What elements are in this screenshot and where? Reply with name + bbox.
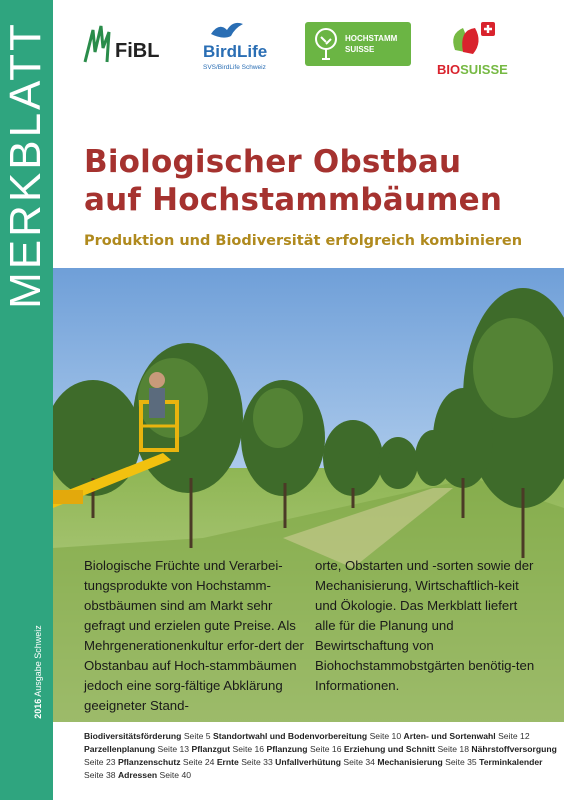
title-line-1: Biologischer Obstbau <box>84 144 462 180</box>
toc-item[interactable]: Pflanzgut Seite 16 <box>191 744 265 754</box>
toc-item[interactable]: Adressen Seite 40 <box>117 770 192 780</box>
fibl-logo <box>83 22 163 70</box>
page-subtitle: Produktion und Biodiversität erfolgreich kombinieren <box>84 233 523 249</box>
edition-year: 2016 <box>33 698 43 719</box>
toc-item[interactable]: Ernte Seite 33 <box>216 757 273 767</box>
hochstamm-line2: SUISSE <box>345 45 375 54</box>
hochstamm-wordmark <box>345 33 397 55</box>
toc-item[interactable]: Parzellenplanung Seite 13 <box>84 744 190 754</box>
intro-column-2: orte, Obstarten und -sorten sowie der Mechanisierung, Wirtschaftlich-keit und Ökologie. Das Merkblatt liefert alle für die Planung und Bewirtschaftung von Biohochstammobstgärten benötig-ten Informationen. <box>315 558 535 693</box>
bird-icon <box>209 20 245 42</box>
biosuisse-bio: BIO <box>437 62 461 77</box>
biosuisse-logo <box>437 20 517 78</box>
toc-item[interactable]: Erziehung und Schnitt Seite 18 <box>343 744 469 754</box>
birdlife-subtitle: SVS/BirdLife Schweiz <box>203 64 266 71</box>
birdlife-wordmark: BirdLife <box>203 42 268 61</box>
title-line-2: auf Hochstammbäumen <box>84 182 503 218</box>
toc-item[interactable]: Standortwahl und Bodenvorbereitung Seite 10 <box>212 731 402 741</box>
birdlife-logo <box>203 18 283 78</box>
biosuisse-suisse: SUISSE <box>460 62 508 77</box>
merkblatt-label: MERKBLATT <box>1 21 50 309</box>
edition-label <box>33 625 43 719</box>
intro-column-1: Biologische Früchte und Verarbei-tungsprodukte von Hochstamm-obstbäumen sind am Markt sehr gefragt und erzielen gute Preise. Als Mehrgenerationenkultur erfor-dert der Obstanbau auf Hoch-stammbäumen jedoch eine sorg-fältige Abklärung geeigneter Stand- <box>84 558 304 713</box>
toc-item[interactable]: Pflanzenschutz Seite 24 <box>117 757 215 767</box>
bud-icon <box>445 20 501 60</box>
fibl-mark-icon <box>83 22 113 66</box>
toc-item[interactable]: Mechanisierung Seite 35 <box>377 757 477 767</box>
fibl-wordmark: FiBL <box>115 40 160 62</box>
page-title <box>84 143 554 219</box>
toc-item[interactable]: Unfallverhütung Seite 34 <box>275 757 375 767</box>
toc-item[interactable]: Nährstoffversorgung Seite 23 <box>84 744 557 767</box>
hochstamm-line1: HOCHSTAMM <box>345 34 398 43</box>
edition-text: Ausgabe Schweiz <box>33 625 43 697</box>
biosuisse-wordmark <box>437 62 508 77</box>
toc-item[interactable]: Terminkalender Seite 38 <box>84 757 543 780</box>
tree-icon <box>313 28 339 60</box>
intro-text-block <box>72 550 552 720</box>
hochstamm-logo <box>305 22 411 66</box>
partner-logos <box>53 0 564 100</box>
toc-item[interactable]: Pflanzung Seite 16 <box>266 744 342 754</box>
toc-item[interactable]: Biodiversitätsförderung Seite 5 <box>84 731 211 741</box>
toc-item[interactable]: Arten- und Sortenwahl Seite 12 <box>403 731 530 741</box>
sidebar-band <box>0 0 53 800</box>
table-of-contents <box>84 730 560 782</box>
